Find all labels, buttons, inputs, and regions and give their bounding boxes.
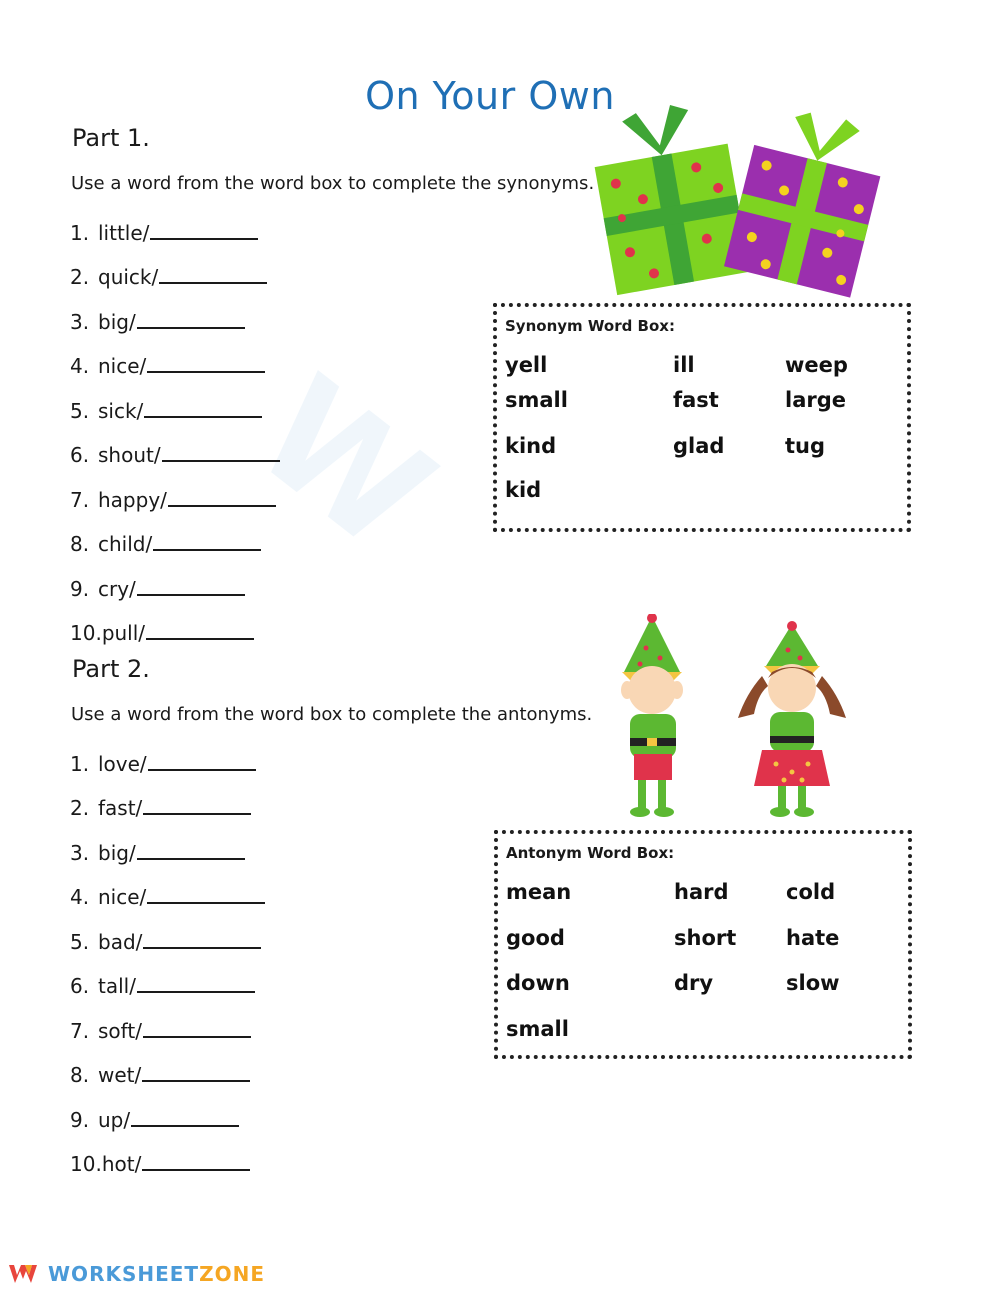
synonym-question: 10. pull/ [70,601,280,646]
gift-boxes-image [594,104,884,300]
answer-blank[interactable] [143,946,261,949]
answer-blank[interactable] [147,901,265,904]
synonym-question: 4. nice/ [70,334,280,379]
part-2-heading: Part 2. [72,655,150,683]
antonym-question: 4. nice/ [70,865,265,910]
answer-blank[interactable] [168,504,276,507]
antonym-question: 5. bad/ [70,909,265,954]
answer-blank[interactable] [143,812,251,815]
synonym-question: 9. cry/ [70,556,280,601]
answer-blank[interactable] [143,1035,251,1038]
page-title: On Your Own [365,74,615,118]
synonym-word-box [493,303,911,532]
word-box-word: hate [786,926,840,950]
word-box-word: short [674,926,737,950]
word-box-word: large [785,388,847,412]
antonym-question: 2. fast/ [70,776,265,821]
word-box-word: yell [505,353,548,377]
answer-blank[interactable] [137,990,255,993]
synonym-question-list [70,200,280,645]
synonym-question: 3. big/ [70,289,280,334]
answer-blank[interactable] [162,459,280,462]
synonym-question: 8. child/ [70,512,280,557]
answer-blank[interactable] [137,857,245,860]
antonym-question-list [70,731,265,1176]
word-box-word: small [505,388,568,412]
word-box-word: hard [674,880,729,904]
synonym-question: 6. shout/ [70,423,280,468]
antonym-question: 8. wet/ [70,1043,265,1088]
footer-brand [8,1262,265,1286]
antonym-question: 6. tall/ [70,954,265,999]
answer-blank[interactable] [137,326,245,329]
word-box-word: tug [785,434,826,458]
answer-blank[interactable] [144,415,262,418]
word-box-word: weep [785,353,848,377]
word-box-word: mean [506,880,572,904]
word-box-word: kind [505,434,557,458]
answer-blank[interactable] [137,593,245,596]
antonym-question: 9. up/ [70,1087,265,1132]
synonym-question: 5. sick/ [70,378,280,423]
word-box-word: ill [673,353,695,377]
answer-blank[interactable] [142,1168,250,1171]
word-box-word: cold [786,880,836,904]
answer-blank[interactable] [146,637,254,640]
antonym-question: 10. hot/ [70,1132,265,1177]
antonym-word-box [494,830,912,1059]
part-1-instruction: Use a word from the word box to complete the synonyms. [71,173,595,194]
word-box-word: dry [674,971,714,995]
synonym-word-box-title: Synonym Word Box: [505,317,675,335]
word-box-word: down [506,971,570,995]
word-box-word: small [506,1017,569,1041]
word-box-word: good [506,926,565,950]
synonym-question: 7. happy/ [70,467,280,512]
answer-blank[interactable] [148,768,256,771]
answer-blank[interactable] [153,548,261,551]
synonym-question: 1. little/ [70,200,280,245]
word-box-word: glad [673,434,725,458]
word-box-word: kid [505,478,542,502]
worksheetzone-logo-icon [8,1263,38,1285]
elf-children-image [612,614,848,820]
antonym-question: 7. soft/ [70,998,265,1043]
svg-text:W: W [224,344,463,584]
answer-blank[interactable] [150,237,258,240]
antonym-question: 1. love/ [70,731,265,776]
answer-blank[interactable] [131,1124,239,1127]
answer-blank[interactable] [159,281,267,284]
answer-blank[interactable] [147,370,265,373]
brand-name: WORKSHEETZONE [48,1262,265,1286]
antonym-question: 3. big/ [70,820,265,865]
word-box-word: fast [673,388,719,412]
part-2-instruction: Use a word from the word box to complete the antonyms. [71,704,593,725]
word-box-word: slow [786,971,840,995]
part-1-heading: Part 1. [72,124,150,152]
answer-blank[interactable] [142,1079,250,1082]
antonym-word-box-title: Antonym Word Box: [506,844,675,862]
synonym-question: 2. quick/ [70,245,280,290]
